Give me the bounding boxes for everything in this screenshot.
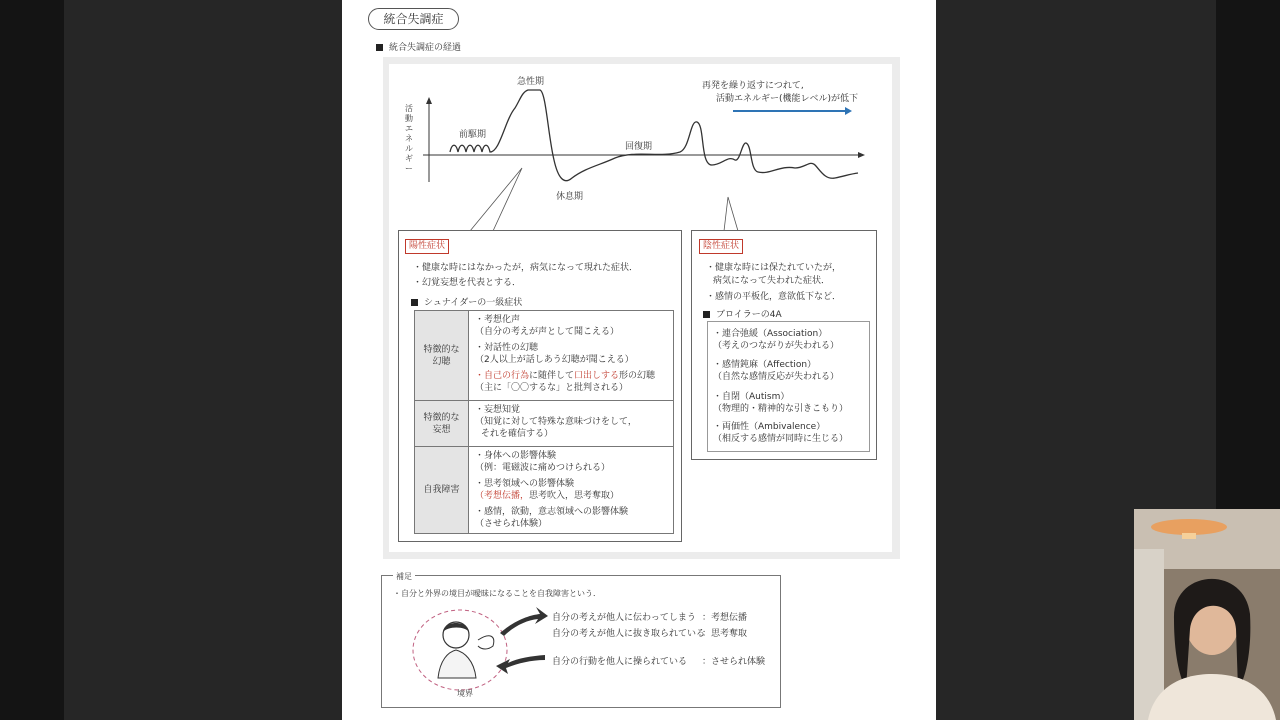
ceiling-lamp-icon (1151, 519, 1227, 535)
relapse-note-line2: 活動エネルギー(機能レベル)が低下 (716, 94, 859, 104)
y-axis-label: 活動エネルギー (405, 104, 413, 173)
negative-desc-3: ・感情の平板化，意欲低下など． (706, 292, 842, 302)
cell-line: （させられ体験） (475, 519, 548, 529)
list-item-desc: （物理的・精神的な引きこもり） (713, 404, 849, 414)
section-heading-text: 統合失調症の経過 (389, 43, 462, 53)
cell-line: ・妄想知覚 (475, 405, 521, 415)
list-item-desc: （自然な感情反応が失われる） (713, 372, 840, 382)
supp-row2-text: 自分の考えが他人に抜き取られている (552, 629, 706, 639)
person-body-icon (438, 650, 476, 678)
cell-line: ・考想化声 (475, 315, 521, 325)
boundary-label: 境界 (457, 689, 473, 698)
cell-red-text: （考想伝播， (475, 491, 530, 501)
cell-line: （知覚に対して特殊な意味づけをして， (475, 417, 637, 427)
list-item-term: ・自閉（Autism） (713, 392, 790, 402)
cell-line: （主に「〇〇するな」と批判される） (475, 383, 629, 393)
negative-desc-2: 病気になって失われた症状． (713, 276, 831, 286)
relapse-note-line1: 再発を繰り返すにつれて, (702, 81, 804, 91)
positive-desc-2: ・幻覚妄想を代表とする． (413, 278, 522, 288)
supplement-intro: ・自分と外界の境目が曖昧になることを自我障害という． (393, 589, 601, 598)
label-acute: 急性期 (517, 77, 545, 87)
list-item-term: ・感情鈍麻（Affection） (713, 360, 817, 370)
cell-line: 思考吹入，思考奪取） (529, 491, 620, 501)
thought-out-arrow-icon (500, 607, 548, 636)
supplement-title: 補足 (393, 571, 415, 582)
row-header-line: 自我障害 (423, 485, 460, 495)
cell-line: 形の幻聴 (619, 371, 656, 381)
cell-line: に随伴して (529, 371, 575, 381)
list-item-term: ・連合弛緩（Association） (713, 329, 828, 339)
cell-red-text: ・自己の行為 (475, 371, 530, 381)
positive-desc-1: ・健康な時にはなかったが，病気になって現れた症状． (413, 263, 639, 273)
cell-line: （自分の考えが声として聞こえる） (475, 327, 620, 337)
thought-in-arrow-icon (496, 655, 545, 674)
row-header-line: 幻聴 (432, 356, 451, 367)
row-header-line: 特徴的な (423, 412, 460, 423)
cell-line: ・感情，欲動，意志領域への影響体験 (475, 507, 629, 517)
label-prodromal: 前駆期 (459, 130, 487, 140)
positive-symptoms-tag: 陽性症状 (405, 239, 449, 254)
cell-line: ・思考領域への影響体験 (475, 479, 575, 489)
row-header-line: 妄想 (432, 424, 451, 435)
supp-row3-text: 自分の行動を他人に操られている (552, 657, 688, 667)
supp-row1-term: ：考想伝播 (702, 613, 748, 623)
list-item-desc: （考えのつながりが失われる） (713, 341, 840, 351)
row-header-line: 特徴的な (423, 344, 460, 355)
label-recovery: 回復期 (625, 142, 653, 152)
cell-line: ・身体への影響体験 (475, 451, 557, 461)
label-rest: 休息期 (556, 192, 584, 202)
negative-desc-1: ・健康な時には保たれていたが， (706, 263, 842, 273)
supp-row2-term: ：思考奪取 (702, 629, 748, 639)
schneider-heading-text: シュナイダーの一級症状 (424, 298, 523, 308)
cell-line: ・対話性の幻聴 (475, 343, 539, 353)
supp-row1-text: 自分の考えが他人に伝わってしまう (552, 613, 696, 623)
supp-row3-term: ：させられ体験 (702, 657, 766, 667)
cell-line: （例：電磁波に痛めつけられる） (475, 463, 611, 473)
webcam-scene (1134, 509, 1280, 720)
cell-line: それを確信する） (481, 429, 554, 439)
person-hand-icon (478, 636, 494, 649)
negative-symptoms-tag: 陰性症状 (699, 239, 743, 254)
cell-red-text: 口出しする (574, 371, 620, 381)
list-item-term: ・両価性（Ambivalence） (713, 422, 826, 432)
bleuler-heading-text: ブロイラーの4A (716, 310, 782, 320)
webcam-video-overlay (1134, 509, 1280, 720)
list-item-desc: （相反する感情が同時に生じる） (713, 434, 849, 444)
page-title: 統合失調症 (368, 8, 459, 30)
cell-line: （2人以上が話しあう幻聴が聞こえる） (475, 355, 634, 365)
